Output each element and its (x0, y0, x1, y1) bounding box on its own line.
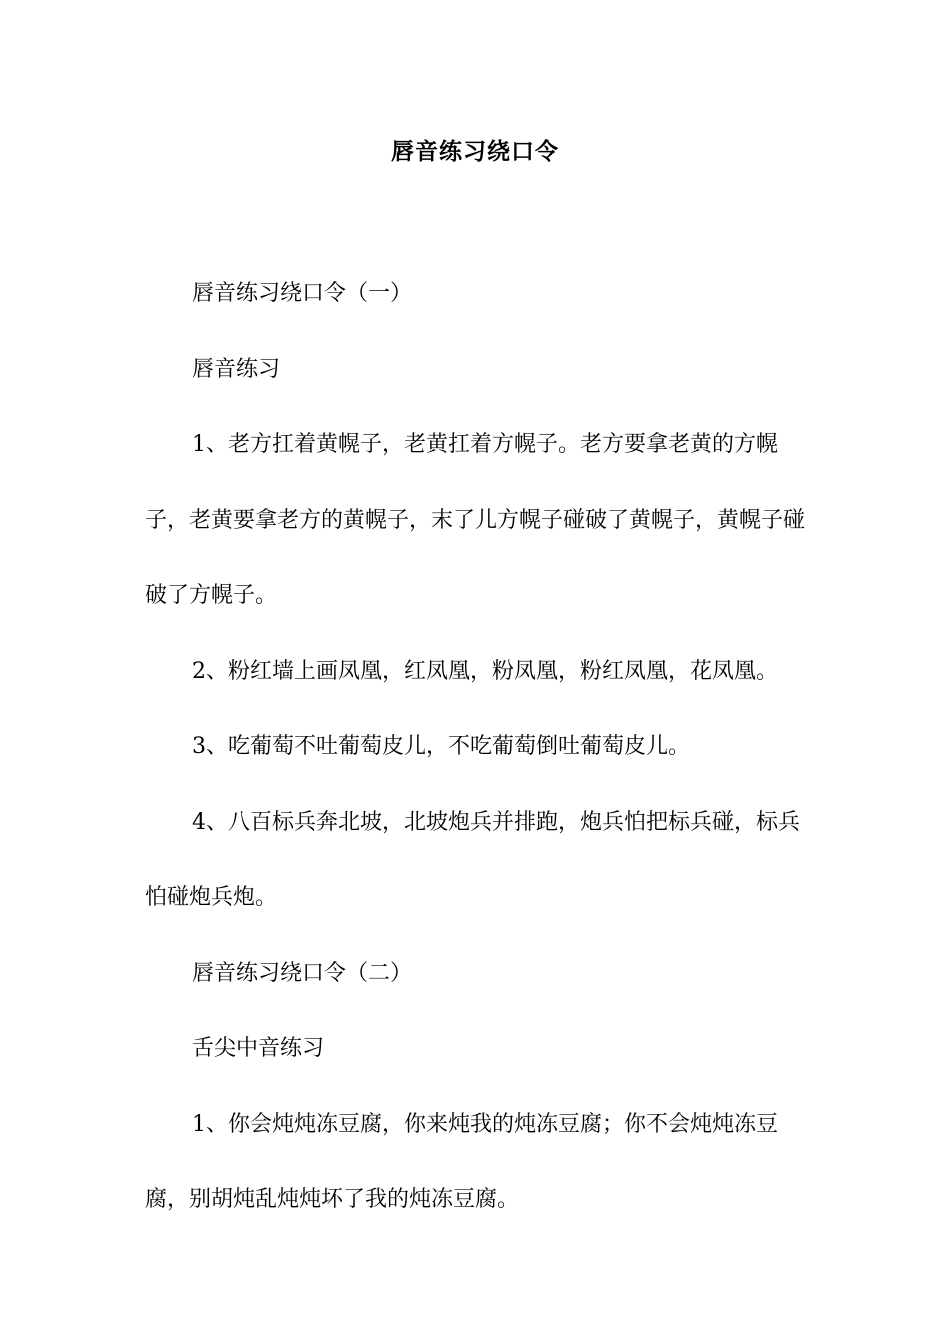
document-body (145, 256, 815, 1238)
section-heading: 唇音练习绕口令（一） (192, 281, 413, 306)
subsection-heading: 唇音练习 (192, 356, 281, 382)
tongue-twister-paragraph: 1、你会炖炖冻豆腐，你来炖我的炖冻豆腐；你不会炖炖冻豆腐，别胡炖乱炖炖坏了我的炖冻豆腐。 (145, 1111, 778, 1212)
tongue-twister-paragraph: 3、吃葡萄不吐葡萄皮儿，不吃葡萄倒吐葡萄皮儿。 (192, 734, 690, 759)
tongue-twister-paragraph: 2、粉红墙上画凤凰，红凤凰，粉凤凰，粉红凤凰，花凤凰。 (192, 658, 778, 684)
tongue-twister-paragraph: 1、老方扛着黄幌子，老黄扛着方幌子。老方要拿老黄的方幌子，老黄要拿老方的黄幌子，末了儿方幌子碰破了黄幌子，黄幌子碰破了方幌子。 (145, 432, 806, 608)
tongue-twister-paragraph: 4、八百标兵奔北坡，北坡炮兵并排跑，炮兵怕把标兵碰，标兵怕碰炮兵炮。 (145, 809, 800, 910)
section-heading: 唇音练习绕口令（二） (192, 960, 413, 986)
document-title: 唇音练习绕口令 (391, 138, 559, 165)
subsection-heading: 舌尖中音练习 (192, 1036, 325, 1061)
